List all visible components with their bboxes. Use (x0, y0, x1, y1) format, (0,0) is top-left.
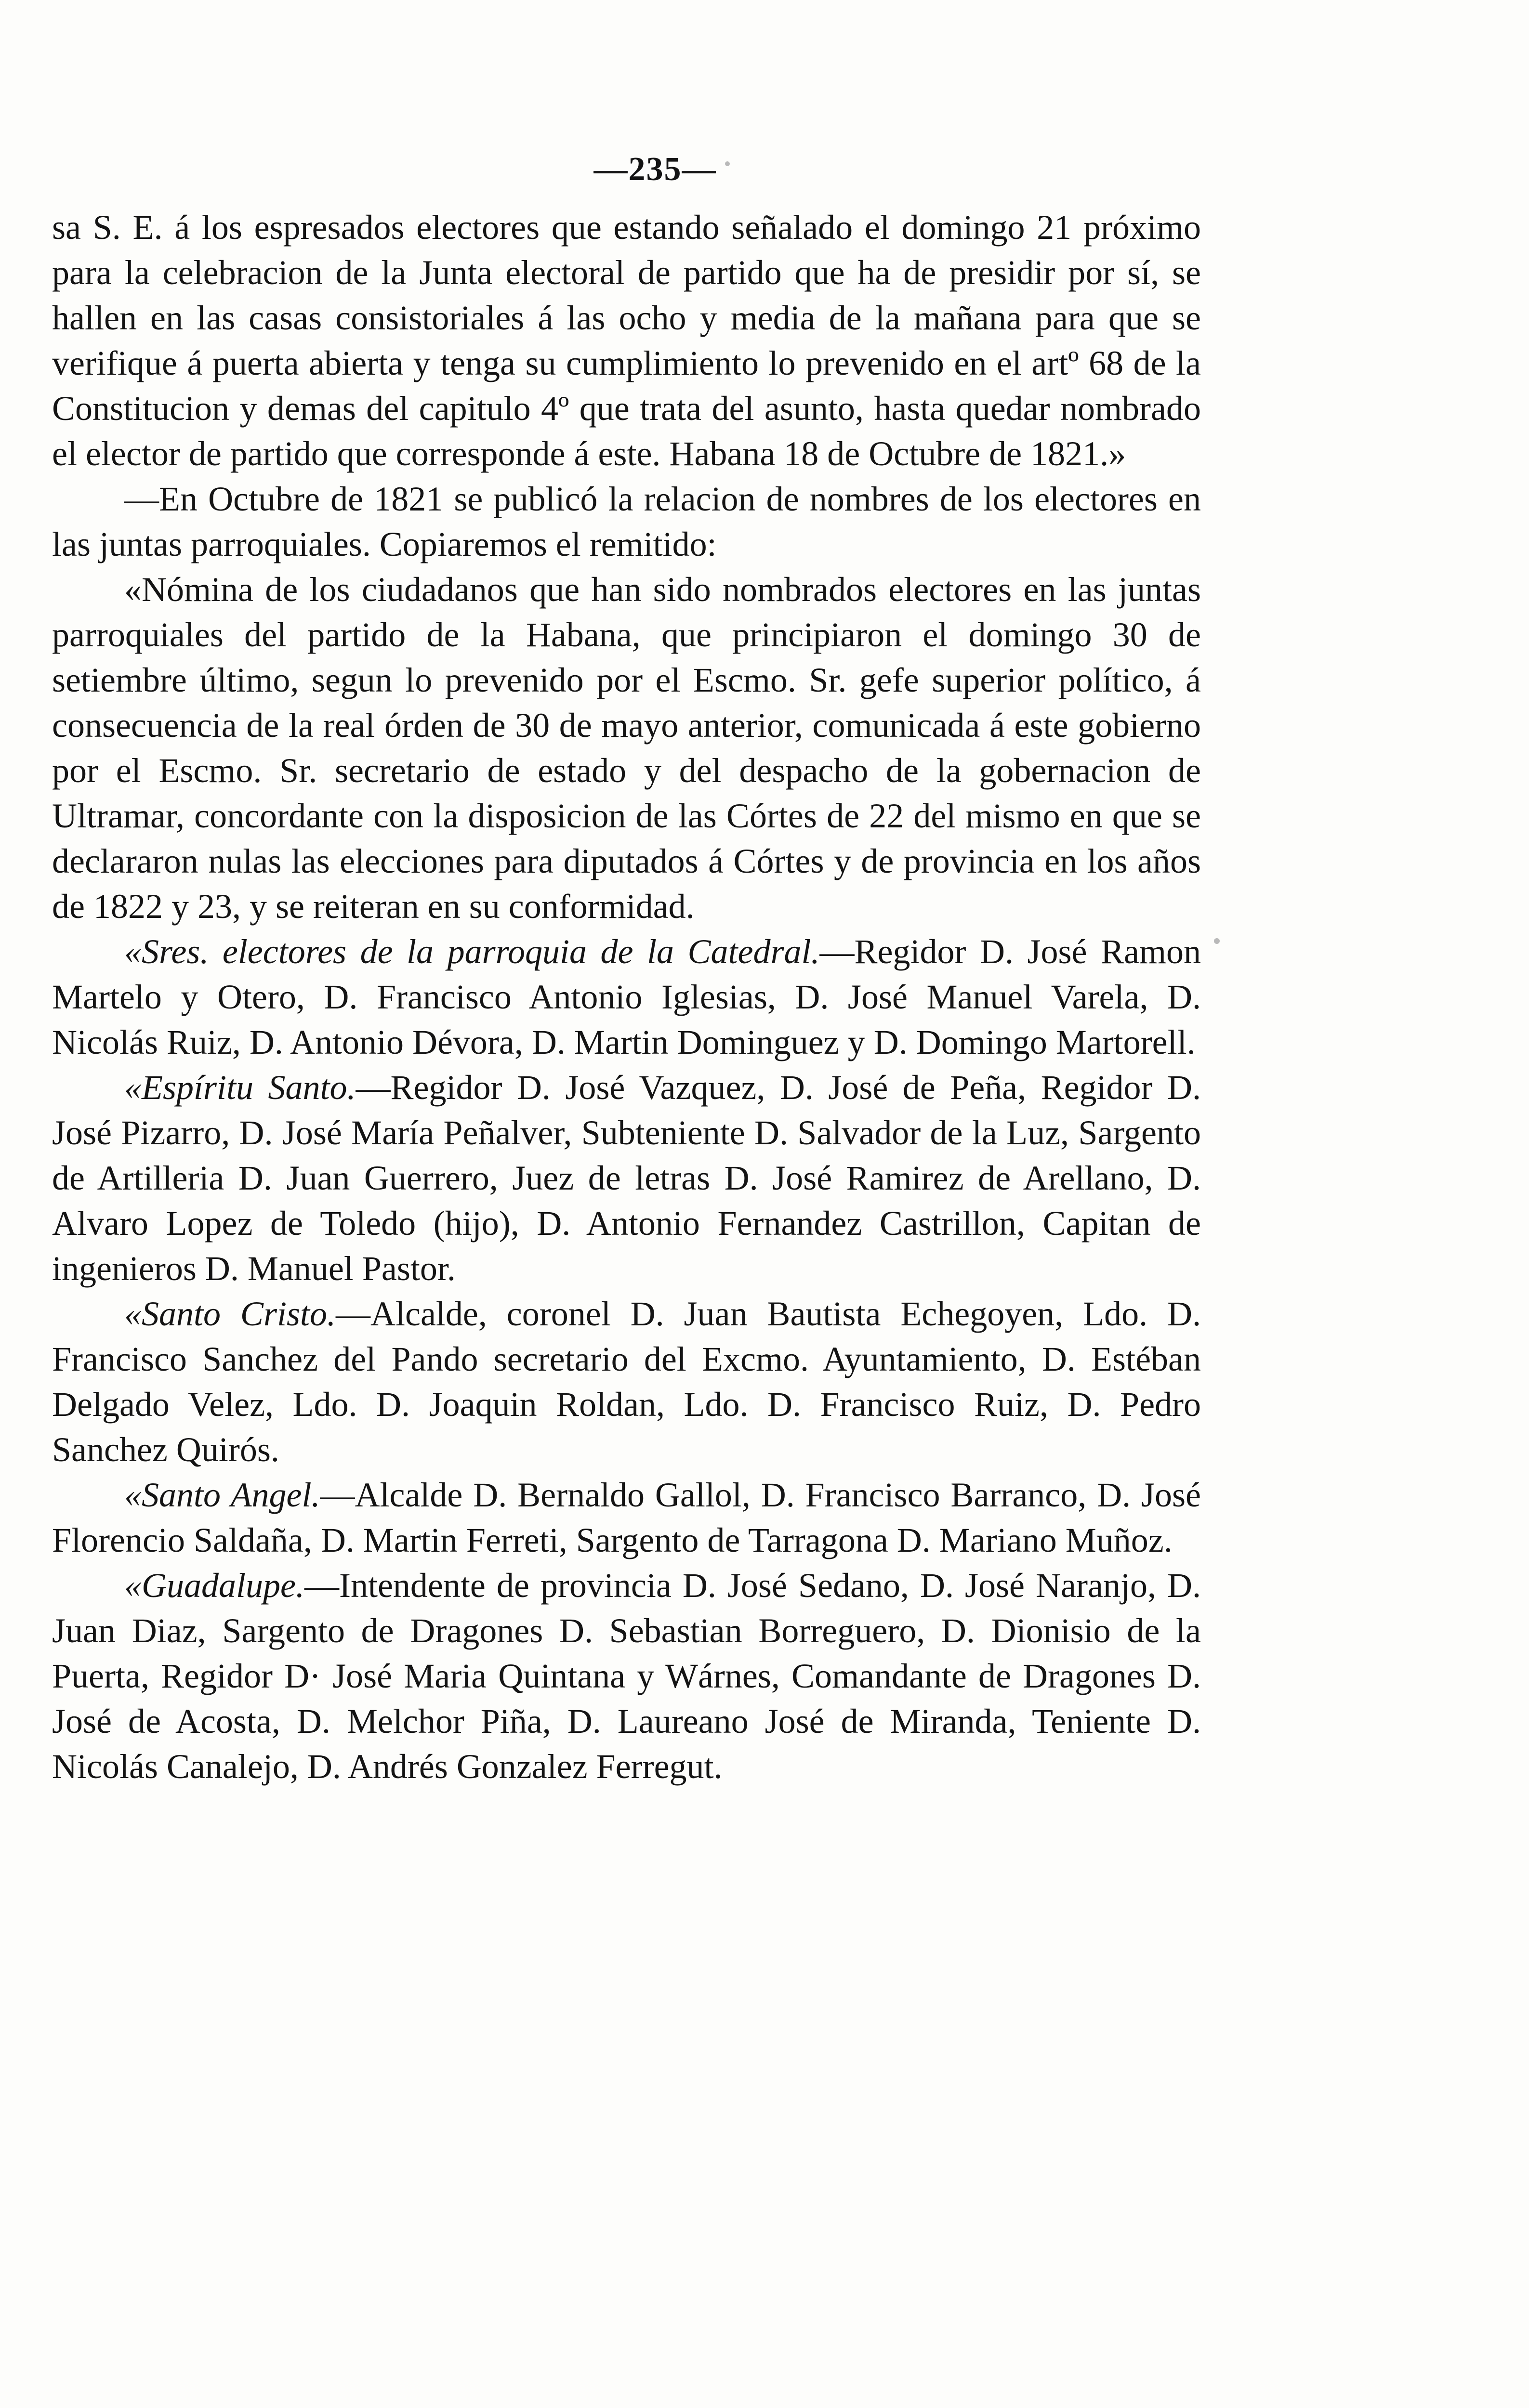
parish-heading-santo-cristo: «Santo Cristo. (124, 1295, 336, 1333)
paragraph-guadalupe (52, 1563, 1201, 1789)
paragraph-3: «Nómina de los ciudadanos que han sido nombrados electores en las juntas parroquiales del partido de la Habana, que principiaron el domingo 30 de setiembre último, segun lo prevenido por el Escmo. Sr. gefe superior político, á consecuencia de la real órden de 30 de mayo anterior, comunicada á este gobierno por el Escmo. Sr. secretario de estado y del despacho de la gobernacion de Ultramar, concordante con la disposicion de las Córtes de 22 del mismo en que se declararon nulas las elecciones para diputados á Córtes y de provincia en los años de 1822 y 23, y se reiteran en su conformidad. (52, 570, 1201, 926)
parish-heading-guadalupe: «Guadalupe. (124, 1566, 304, 1605)
body-text (52, 205, 1201, 1789)
parish-electors-santo-cristo: —Alcalde, coronel D. Juan Bautista Echegoyen, Ldo. D. Francisco Sanchez del Pando secretario del Excmo. Ayuntamiento, D. Estéban Delgado Velez, Ldo. D. Joaquin Roldan, Ldo. D. Francisco Ruiz, D. Pedro Sanchez Quirós. (52, 1295, 1201, 1469)
paragraph-2: —En Octubre de 1821 se publicó la relacion de nombres de los electores en las juntas parroquiales. Copiaremos el remitido: (52, 480, 1201, 563)
paragraph-santo-cristo (52, 1291, 1201, 1472)
parish-electors-catedral: —Regidor D. José Ramon Martelo y Otero, D. Francisco Antonio Iglesias, D. José Manuel Varela, D. Nicolás Ruiz, D. Antonio Dévora, D. Martin Dominguez y D. Domingo Martorell. (52, 932, 1201, 1061)
paragraph-santo-angel (52, 1472, 1201, 1563)
parish-electors-santo-angel: —Alcalde D. Bernaldo Gallol, D. Francisco Barranco, D. José Florencio Saldaña, D. Martin Ferreti, Sargento de Tarragona D. Mariano Muñoz. (52, 1476, 1201, 1559)
paragraph-1: sa S. E. á los espresados electores que estando señalado el domingo 21 próximo para la celebracion de la Junta electoral de partido que ha de presidir por sí, se hallen en las casas consistoriales á las ocho y media de la mañana para que se verifique á puerta abierta y tenga su cumplimiento lo prevenido en el artº 68 de la Constitucion y demas del capitulo 4º que trata del asunto, hasta quedar nombrado el elector de partido que corresponde á este. Habana 18 de Octubre de 1821.» (52, 208, 1201, 473)
parish-heading-santo-angel: «Santo Angel. (124, 1476, 320, 1514)
parish-electors-guadalupe: —Intendente de provincia D. José Sedano, D. José Naranjo, D. Juan Diaz, Sargento de Dragones D. Sebastian Borreguero, D. Dionisio de la Puerta, Regidor D· José Maria Quintana y Wárnes, Comandante de Dragones D. José de Acosta, D. Melchor Piña, D. Laureano José de Miranda, Teniente D. Nicolás Canalejo, D. Andrés Gonzalez Ferregut. (52, 1566, 1201, 1786)
ink-dot-right (1214, 938, 1220, 944)
ink-dot-top (725, 161, 730, 166)
paragraph-catedral (52, 929, 1201, 1065)
page-number: —235— (593, 151, 717, 188)
parish-heading-espiritu-santo: «Espíritu Santo. (124, 1068, 356, 1107)
parish-electors-espiritu-santo: —Regidor D. José Vazquez, D. José de Peña, Regidor D. José Pizarro, D. José María Peñalver, Subteniente D. Salvador de la Luz, Sargento de Artilleria D. Juan Guerrero, Juez de letras D. José Ramirez de Arellano, D. Alvaro Lopez de Toledo (hijo), D. Antonio Fernandez Castrillon, Capitan de ingenieros D. Manuel Pastor. (52, 1068, 1201, 1288)
parish-heading-catedral: «Sres. electores de la parroquia de la Catedral. (124, 932, 820, 971)
paragraph-espiritu-santo (52, 1065, 1201, 1291)
